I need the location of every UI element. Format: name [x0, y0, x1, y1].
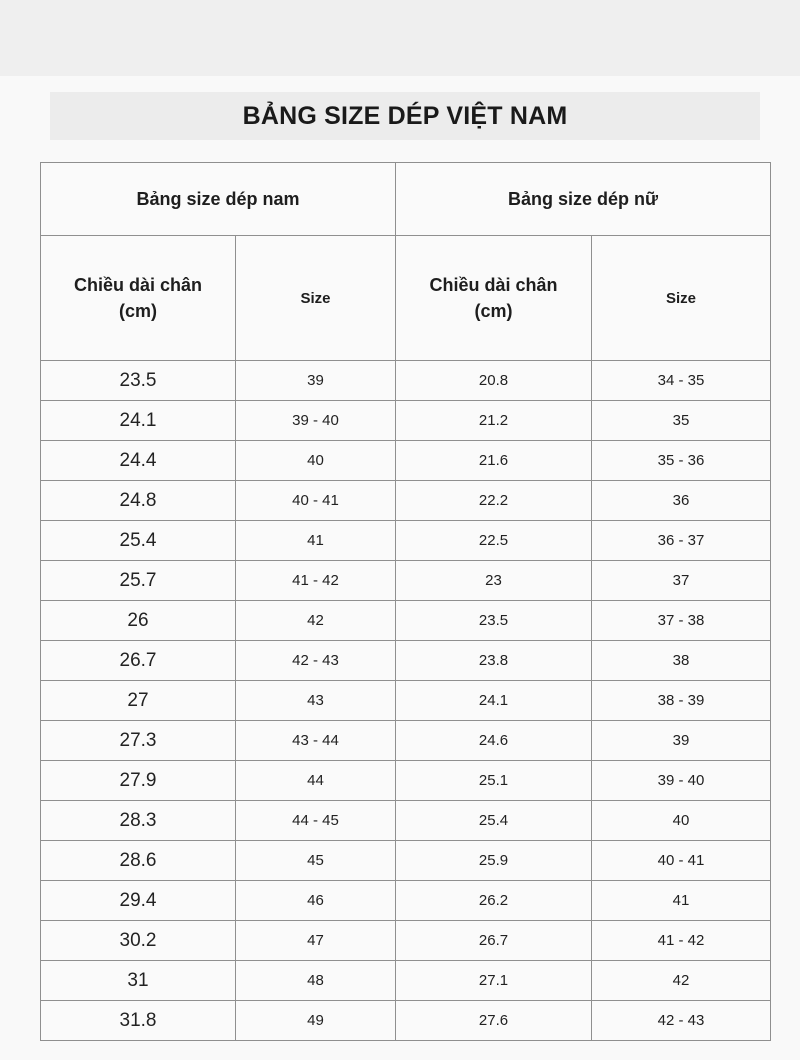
- women-foot-length-cell: 21.6: [396, 441, 592, 481]
- men-size-cell: 49: [236, 1001, 396, 1041]
- men-foot-length-cell: 24.1: [41, 401, 236, 441]
- women-foot-length-cell: 26.7: [396, 921, 592, 961]
- women-size-cell: 34 - 35: [592, 361, 771, 401]
- men-foot-length-cell: 26: [41, 601, 236, 641]
- table-row: [41, 961, 771, 1001]
- table-row: [41, 681, 771, 721]
- men-foot-length-header: [41, 236, 236, 361]
- men-size-cell: 43: [236, 681, 396, 721]
- column-header-row: [41, 236, 771, 361]
- table-row: [41, 841, 771, 881]
- men-foot-length-cell: 27.3: [41, 721, 236, 761]
- men-foot-length-cell: 27: [41, 681, 236, 721]
- men-size-cell: 40: [236, 441, 396, 481]
- men-foot-length-cell: 29.4: [41, 881, 236, 921]
- women-foot-length-cell: 23.8: [396, 641, 592, 681]
- women-size-cell: 36: [592, 481, 771, 521]
- men-foot-length-cell: 30.2: [41, 921, 236, 961]
- table-row: [41, 641, 771, 681]
- men-size-cell: 40 - 41: [236, 481, 396, 521]
- men-size-cell: 47: [236, 921, 396, 961]
- women-size-cell: 39: [592, 721, 771, 761]
- women-foot-length-unit: (cm): [474, 301, 513, 321]
- men-foot-length-cell: 25.7: [41, 561, 236, 601]
- women-size-cell: 37: [592, 561, 771, 601]
- men-foot-length-cell: 31.8: [41, 1001, 236, 1041]
- table-row: [41, 721, 771, 761]
- table-row: [41, 881, 771, 921]
- women-foot-length-cell: 22.2: [396, 481, 592, 521]
- men-group-header: Bảng size dép nam: [41, 163, 396, 236]
- table-row: [41, 801, 771, 841]
- women-size-cell: 35: [592, 401, 771, 441]
- women-size-header: Size: [592, 236, 771, 361]
- men-size-cell: 42: [236, 601, 396, 641]
- men-size-cell: 45: [236, 841, 396, 881]
- women-foot-length-header: [396, 236, 592, 361]
- women-group-header: Bảng size dép nữ: [396, 163, 771, 236]
- men-size-cell: 39: [236, 361, 396, 401]
- women-size-cell: 36 - 37: [592, 521, 771, 561]
- men-foot-length-cell: 28.6: [41, 841, 236, 881]
- women-size-cell: 37 - 38: [592, 601, 771, 641]
- women-foot-length-cell: 26.2: [396, 881, 592, 921]
- men-foot-length-label: Chiều dài chân: [73, 275, 203, 295]
- women-size-cell: 41: [592, 881, 771, 921]
- women-foot-length-cell: 25.4: [396, 801, 592, 841]
- men-size-cell: 46: [236, 881, 396, 921]
- group-header-row: [41, 163, 771, 236]
- men-foot-length-unit: (cm): [118, 301, 157, 321]
- women-size-cell: 38: [592, 641, 771, 681]
- women-foot-length-cell: 24.1: [396, 681, 592, 721]
- women-size-cell: 38 - 39: [592, 681, 771, 721]
- women-size-cell: 42 - 43: [592, 1001, 771, 1041]
- table-row: [41, 441, 771, 481]
- table-row: [41, 361, 771, 401]
- men-foot-length-cell: 31: [41, 961, 236, 1001]
- men-foot-length-cell: 24.8: [41, 481, 236, 521]
- women-foot-length-cell: 27.6: [396, 1001, 592, 1041]
- women-foot-length-cell: 23.5: [396, 601, 592, 641]
- women-size-cell: 39 - 40: [592, 761, 771, 801]
- table-row: [41, 1001, 771, 1041]
- table-row: [41, 561, 771, 601]
- table-row: [41, 761, 771, 801]
- table-row: [41, 921, 771, 961]
- women-foot-length-cell: 22.5: [396, 521, 592, 561]
- women-foot-length-cell: 27.1: [396, 961, 592, 1001]
- size-table-body: [41, 361, 771, 1041]
- men-size-cell: 39 - 40: [236, 401, 396, 441]
- men-foot-length-cell: 27.9: [41, 761, 236, 801]
- men-size-header: Size: [236, 236, 396, 361]
- men-size-cell: 44: [236, 761, 396, 801]
- table-row: [41, 601, 771, 641]
- men-size-cell: 44 - 45: [236, 801, 396, 841]
- men-size-cell: 43 - 44: [236, 721, 396, 761]
- men-foot-length-cell: 28.3: [41, 801, 236, 841]
- men-foot-length-cell: 25.4: [41, 521, 236, 561]
- women-foot-length-label: Chiều dài chân: [429, 275, 558, 295]
- men-size-cell: 48: [236, 961, 396, 1001]
- men-size-cell: 41: [236, 521, 396, 561]
- women-foot-length-cell: 24.6: [396, 721, 592, 761]
- table-row: [41, 481, 771, 521]
- women-size-cell: 35 - 36: [592, 441, 771, 481]
- women-foot-length-cell: 25.9: [396, 841, 592, 881]
- women-size-cell: 40 - 41: [592, 841, 771, 881]
- women-size-cell: 40: [592, 801, 771, 841]
- men-foot-length-cell: 26.7: [41, 641, 236, 681]
- size-table: [40, 162, 771, 1041]
- women-size-cell: 41 - 42: [592, 921, 771, 961]
- top-band: [0, 0, 800, 76]
- women-foot-length-cell: 20.8: [396, 361, 592, 401]
- table-row: [41, 521, 771, 561]
- women-foot-length-cell: 25.1: [396, 761, 592, 801]
- men-size-cell: 41 - 42: [236, 561, 396, 601]
- men-foot-length-cell: 23.5: [41, 361, 236, 401]
- women-foot-length-cell: 23: [396, 561, 592, 601]
- women-size-cell: 42: [592, 961, 771, 1001]
- table-row: [41, 401, 771, 441]
- women-foot-length-cell: 21.2: [396, 401, 592, 441]
- men-foot-length-cell: 24.4: [41, 441, 236, 481]
- page-title: BẢNG SIZE DÉP VIỆT NAM: [242, 101, 568, 130]
- title-bar: [50, 92, 760, 140]
- men-size-cell: 42 - 43: [236, 641, 396, 681]
